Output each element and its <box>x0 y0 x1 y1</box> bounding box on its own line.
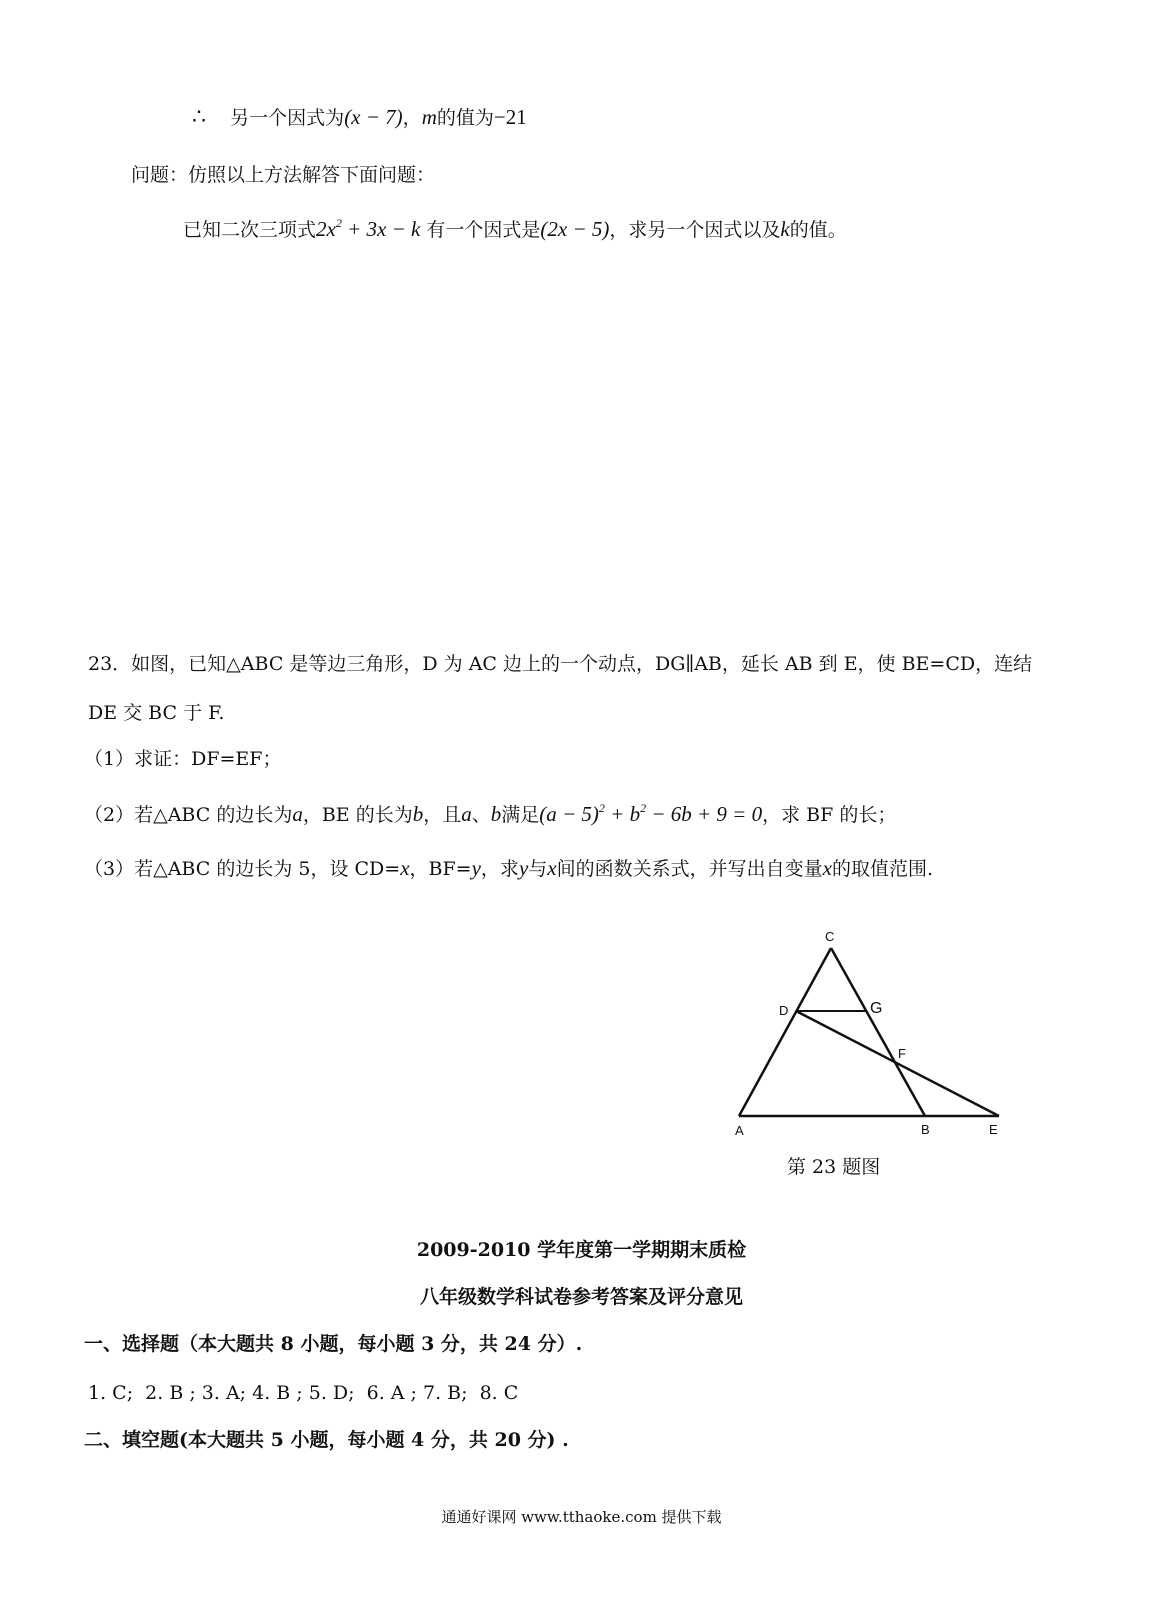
label-g: G <box>870 1000 883 1017</box>
section1-heading: 一、选择题（本大题共 8 小题，每小题 3 分，共 24 分）. <box>84 1333 583 1355</box>
condition-equation: $(a - 5)^2 + b^2 - 6b + 9 = 0$ <box>539 801 763 826</box>
problem-statement: 已知二次三项式$2x^2 + 3x - k$ 有一个因式是(2x − 5)，求另一个因式以及k的值。 <box>183 216 847 241</box>
label-c: C <box>825 929 835 944</box>
factor-expression: (x − 7) <box>344 105 403 129</box>
example-conclusion: ∴ 另一个因式为(x − 7)，m的值为−21 <box>192 105 527 130</box>
q23-statement-line2: DE 交 BC 于 F. <box>88 702 225 724</box>
problem-intro: 问题：仿照以上方法解答下面问题： <box>131 164 436 186</box>
m-variable: m <box>421 105 437 129</box>
polynomial: $2x^2 + 3x - k$ <box>316 216 421 241</box>
answers-subtitle: 八年级数学科试卷参考答案及评分意见 <box>419 1286 743 1308</box>
q23-statement-line1: 23．如图，已知△ABC 是等边三角形，D 为 AC 边上的一个动点，DG∥AB，延长 AB 到 E，使 BE=CD，连结 <box>88 653 1033 675</box>
section2-heading: 二、填空题(本大题共 5 小题，每小题 4 分，共 20 分) . <box>84 1429 569 1451</box>
segment-de <box>796 1011 999 1116</box>
therefore-symbol: ∴ <box>192 105 206 130</box>
q23-part3: （3）若△ABC 的边长为 5，设 CD=x，BF=y，求y与x间的函数关系式，并写出自变量x的取值范围. <box>84 856 933 880</box>
label-d: D <box>779 1003 789 1018</box>
page-footer: 通通好课网 www.tthaoke.com 提供下载 <box>441 1508 722 1526</box>
m-value: −21 <box>493 105 527 129</box>
q23-part1: （1）求证：DF=EF； <box>84 748 282 770</box>
given-factor: (2x − 5) <box>540 217 610 241</box>
label-e: E <box>989 1122 998 1137</box>
label-a: A <box>735 1123 744 1138</box>
side-bc <box>831 948 925 1116</box>
figure-caption: 第 23 题图 <box>787 1156 881 1178</box>
side-ac <box>739 948 831 1116</box>
triangle-figure <box>735 920 1025 1150</box>
conclusion-text: 另一个因式为 <box>230 107 345 129</box>
label-b: B <box>921 1122 930 1137</box>
label-f: F <box>898 1046 906 1061</box>
q23-part2: （2）若△ABC 的边长为a，BE 的长为b，且a、b满足$(a - 5)^2 + b^2 - 6b + 9 = 0$，求 BF 的长； <box>84 801 897 826</box>
answers-title: 2009-2010 学年度第一学期期末质检 <box>416 1239 747 1261</box>
section1-answers: 1. C; 2. B ; 3. A; 4. B ; 5. D; 6. A ; 7. B; 8. C <box>88 1382 519 1404</box>
